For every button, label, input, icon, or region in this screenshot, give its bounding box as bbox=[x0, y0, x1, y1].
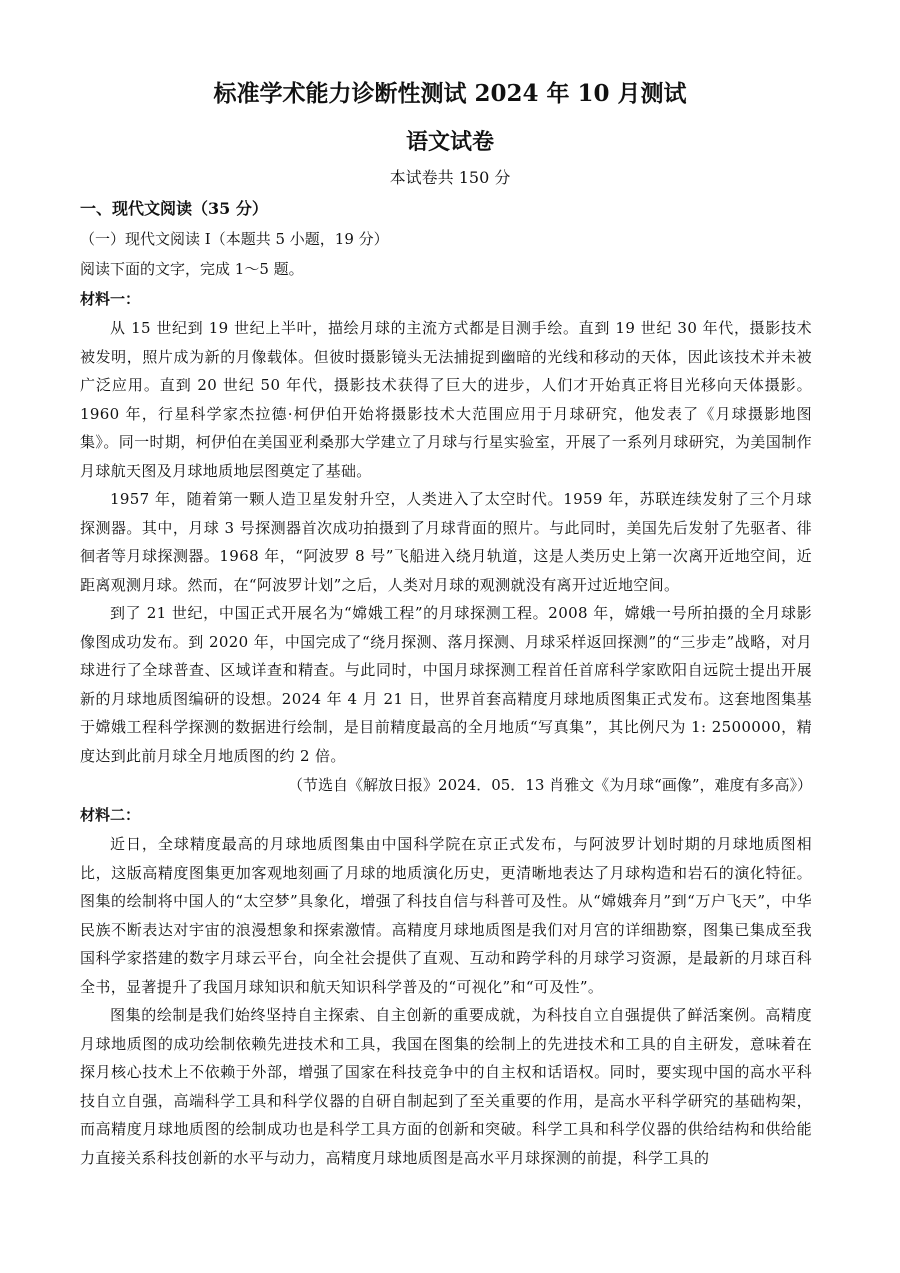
material-two-label: 材料二： bbox=[80, 806, 141, 824]
material-two-paragraph: 图集的绘制是我们始终坚持自主探索、自主创新的重要成就，为科技自立自强提供了鲜活案例。高精度月球地质图的成功绘制依赖先进技术和工具，我国在图集的绘制上的先进技术和工具的自主研发，意味着在探月核心技术上不依赖于外部，增强了国家在科技竞争中的自主权和话语权。同时，要实现中国的高水平科技自立自强，高端科学工具和科学仪器的自研自制起到了至关重要的作用，是高水平科学研究的基础构架，而高精度月球地质图的绘制成功也是科学工具方面的创新和突破。科学工具和科学仪器的供给结构和供给能力直接关系科技创新的水平与动力，高精度月球地质图是高水平月球探测的前提，科学工具的 bbox=[80, 1006, 812, 1167]
material-one-label: 材料一： bbox=[80, 290, 141, 308]
exam-content bbox=[80, 194, 812, 1172]
total-score: 本试卷共 150 分 bbox=[389, 168, 511, 187]
material-one-paragraph: 1957 年，随着第一颗人造卫星发射升空，人类进入了太空时代。1959 年，苏联连续发射了三个月球探测器。其中，月球 3 号探测器首次成功拍摄到了月球背面的照片。与此同时，美国先后发射了先驱者、徘徊者等月球探测器。1968 年，“阿波罗 8 号”飞船进入绕月轨道，这是人类历史上第一次离开近地空间，近距离观测月球。然而，在“阿波罗计划”之后，人类对月球的观测就没有离开过近地空间。 bbox=[80, 490, 812, 594]
section-subheading: （一）现代文阅读 I（本题共 5 小题，19 分） bbox=[80, 230, 389, 248]
exam-subject: 语文试卷 bbox=[405, 129, 494, 155]
exam-title: 标准学术能力诊断性测试 2024 年 10 月测试 bbox=[213, 80, 687, 107]
material-one-paragraph: 到了 21 世纪，中国正式开展名为“嫦娥工程”的月球探测工程。2008 年，嫦娥一号所拍摄的全月球影像图成功发布。到 2020 年，中国完成了“绕月探测、落月探测、月球采样返回探测”的“三步走”战略，对月球进行了全球普查、区域详查和精查。与此同时，中国月球探测工程首任首席科学家欧阳自远院士提出开展新的月球地质图编研的设想。2024 年 4 月 21 日，世界首套高精度月球地质图集正式发布。这套地图集基于嫦娥工程科学探测的数据进行绘制，是目前精度最高的全月地质“写真集”，其比例尺为 1: 2500000，精度达到此前月球全月地质图的约 2 倍。 bbox=[80, 604, 812, 765]
material-two-paragraph: 近日，全球精度最高的月球地质图集由中国科学院在京正式发布，与阿波罗计划时期的月球地质图相比，这版高精度图集更加客观地刻画了月球的地质演化历史，更清晰地表达了月球构造和岩石的演化特征。图集的绘制将中国人的“太空梦”具象化，增强了科技自信与科普可及性。从“嫦娥奔月”到“万户飞天”，中华民族不断表达对宇宙的浪漫想象和探索激情。高精度月球地质图是我们对月宫的详细勘察，图集已集成至我国科学家搭建的数字月球云平台，向全社会提供了直观、互动和跨学科的月球学习资源，是最新的月球百科全书，显著提升了我国月球知识和航天知识科学普及的“可视化”和“可及性”。 bbox=[80, 835, 812, 996]
material-one-paragraph: 从 15 世纪到 19 世纪上半叶，描绘月球的主流方式都是目测手绘。直到 19 世纪 30 年代，摄影技术被发明，照片成为新的月像载体。但彼时摄影镜头无法捕捉到幽暗的光线和移动的天体，因此该技术并未被广泛应用。直到 20 世纪 50 年代，摄影技术获得了巨大的进步，人们才开始真正将目光移向天体摄影。1960 年，行星科学家杰拉德·柯伊伯开始将摄影技术大范围应用于月球研究，他发表了《月球摄影地图集》。同一时期，柯伊伯在美国亚利桑那大学建立了月球与行星实验室，开展了一系列月球研究，为美国制作月球航天图及月球地质地层图奠定了基础。 bbox=[80, 319, 812, 480]
material-one-source: （节选自《解放日报》2024．05．13 肖雅文《为月球“画像”，难度有多高》） bbox=[288, 776, 812, 794]
reading-instruction: 阅读下面的文字，完成 1～5 题。 bbox=[80, 260, 304, 278]
section-heading: 一、现代文阅读（35 分） bbox=[80, 199, 268, 218]
